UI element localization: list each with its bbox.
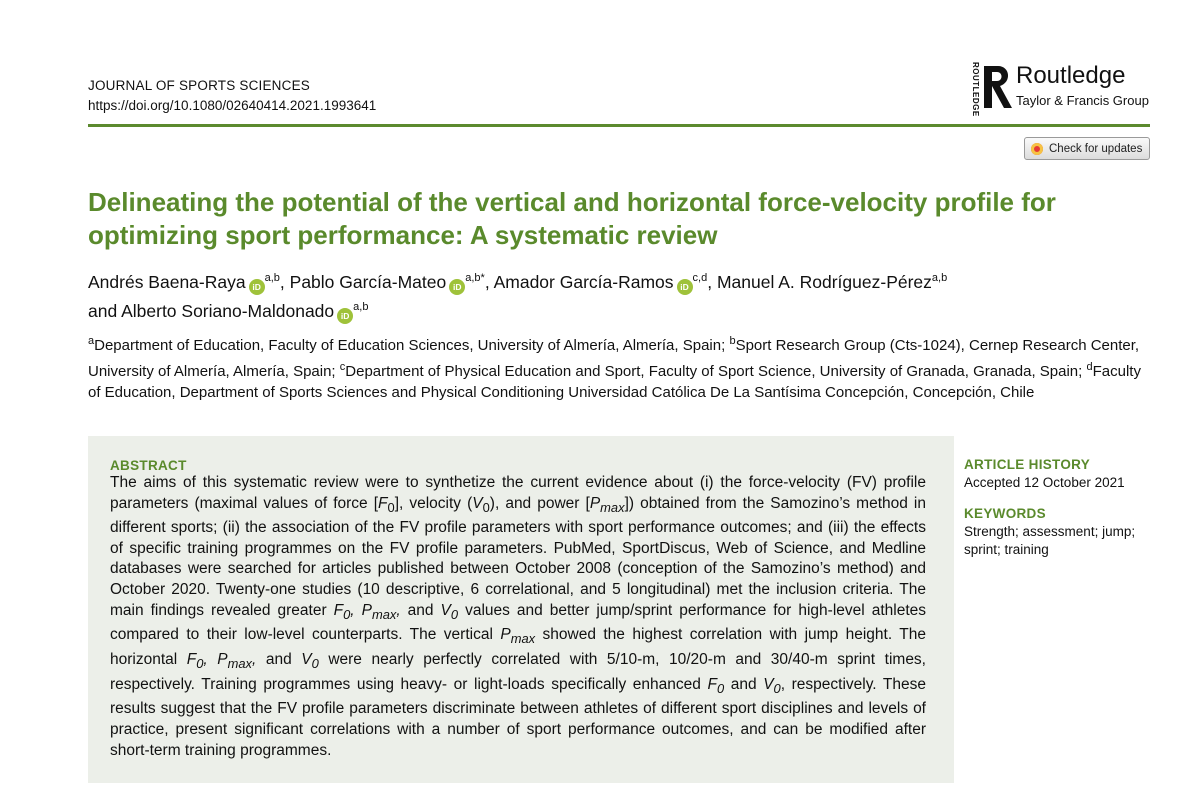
publisher-name: Routledge <box>1016 62 1126 89</box>
header-divider <box>88 124 1150 127</box>
check-for-updates-button[interactable] <box>1024 137 1150 160</box>
article-title: Delineating the potential of the vertical and horizontal force-velocity profile for optimizing sport performance: A systematic review <box>88 187 1056 250</box>
author-affiliation-marker: a,b <box>931 272 948 284</box>
article-history-heading: ARTICLE HISTORY <box>964 457 1091 472</box>
orcid-icon[interactable]: iD <box>249 279 265 295</box>
publisher-group: Taylor & Francis Group <box>1016 93 1149 108</box>
orcid-icon[interactable]: iD <box>677 279 693 295</box>
author-name[interactable]: and Alberto Soriano-Maldonado <box>88 300 335 321</box>
author-affiliation-marker: a,b <box>264 272 280 284</box>
author-list: Andrés Baena-Raya iD$^{a,b}$, Pablo García-Mateo $iD^{a,b*}$, Amador García-Ramos iD$^{c,d}$, Manuel A. Rodríguez-Pérez$^{a,b}$ and Alberto Soriano-Maldonado iD$^{a,b}$ <box>88 266 1158 324</box>
orcid-icon[interactable]: iD <box>337 308 353 324</box>
crossmark-icon <box>1031 143 1043 155</box>
author-affiliation-marker: a,b* <box>465 272 485 284</box>
orcid-icon[interactable]: iD <box>449 279 465 295</box>
author-name[interactable]: Amador García-Ramos <box>493 271 674 292</box>
author-affiliation-marker: c,d <box>692 272 708 284</box>
publisher-vertical-text: ROUTLEDGE <box>971 62 980 117</box>
keywords-heading: KEYWORDS <box>964 506 1046 521</box>
affiliations: $^a$Department of Education, Faculty of Education Sciences, University of Almería, Almería, Spain; $^b$Sport Research Group (Cts-1024), Cernep Research Center, University of Almería, Almería, Spain; $^c$Department of Physical Education and Sport, Faculty of Sport Science, University of Granada, Granada, Spain; $^d$Faculty of Education, Department of Sports Sciences and Physical Conditioning Universidad Católica De La Santísima Concepción, Concepción, Chile <box>88 335 1141 401</box>
author-name[interactable]: Andrés Baena-Raya <box>88 271 246 292</box>
author-name[interactable]: Pablo García-Mateo <box>289 271 447 292</box>
journal-doi-link[interactable]: https://doi.org/10.1080/02640414.2021.1993641 <box>88 98 377 113</box>
abstract-box <box>88 436 954 783</box>
journal-name: JOURNAL OF SPORTS SCIENCES <box>88 78 310 93</box>
keywords-list: Strength; assessment; jump; sprint; training <box>964 524 1136 557</box>
accepted-date: Accepted 12 October 2021 <box>964 475 1125 490</box>
check-for-updates-label: Check for updates <box>1049 142 1143 155</box>
publisher-logo[interactable] <box>966 60 1166 116</box>
author-affiliation-marker: a,b <box>353 300 369 313</box>
abstract-heading: ABSTRACT <box>110 458 187 473</box>
routledge-r-icon <box>980 62 1014 112</box>
article-sidebar <box>964 457 1164 559</box>
author-name[interactable]: Manuel A. Rodríguez-Pérez <box>716 271 932 292</box>
abstract-text: The aims of this systematic review were to synthetize the current evidence about (i) the force-velocity (FV) profile parameters (maximal values of force $[F_0]$, velocity $(V_0)$, and power $[P_{max}]$) obtained from the Samozino’s method in different sports; (ii) the association of the FV profile parameters with sport performance outcomes; and (iii) the effects of specific training programmes on the FV profile parameters. PubMed, SportDiscus, Web of Science, and Medline databases were searched for articles published between October 2008 (conception of the Samozino’s method) and October 2020. Twenty-one studies (10 descriptive, 6 correlational, and 5 longitudinal) met the inclusion criteria. The main findings revealed greater $F_0$, $P_{max}$, and $V_0$ values and better jump/sprint performance for high-level athletes compared to their low-level counterparts. The vertical $P_{max}$ showed the highest correlation with jump height. The horizontal $F_0$, $P_{max}$, and $V_0$ were nearly perfectly correlated with 5/10-m, 10/20-m and 30/40-m sprint times, respectively. Training programmes using heavy- or light-loads specifically enhanced $F_0$ and $V_0$, respectively. These results suggest that the FV profile parameters discriminate between athletes of different sport disciplines and levels of practice, present significant correlations with a number of sport performance outcomes, and can be modified after short-term training programmes. <box>110 474 927 759</box>
